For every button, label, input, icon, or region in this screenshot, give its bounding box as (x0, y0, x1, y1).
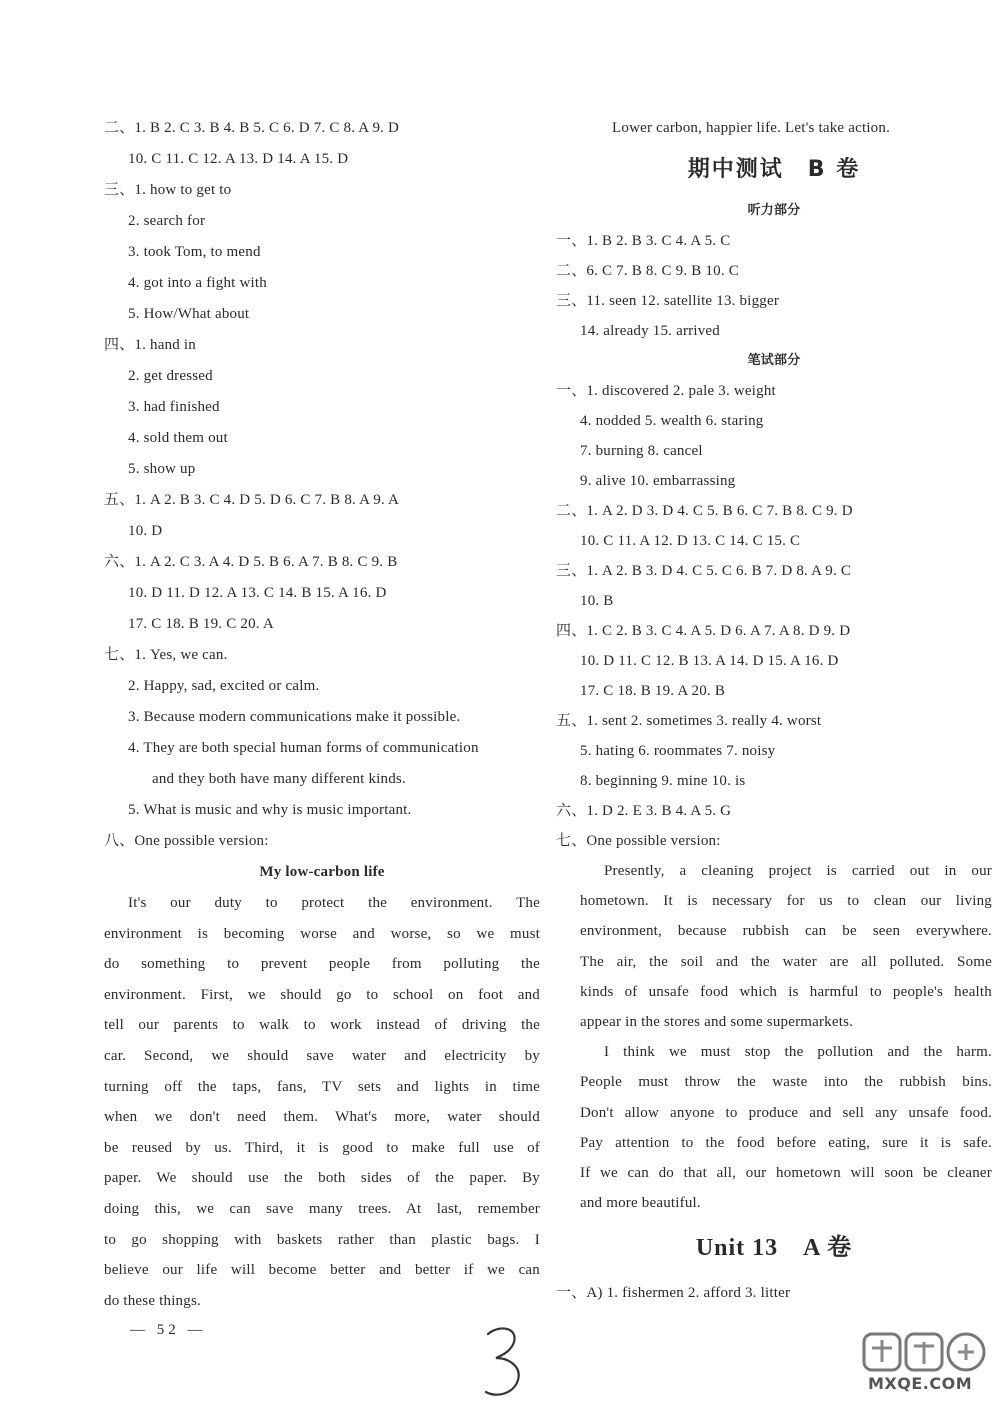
answer-line: 五、1. sent 2. sometimes 3. really 4. worst (556, 713, 822, 729)
page-number: — 52 — (130, 1322, 207, 1338)
answer-line: and they both have many different kinds. (152, 771, 406, 787)
watermark-url: MXQE.COM (868, 1374, 973, 1393)
answer-line: 四、1. C 2. B 3. C 4. A 5. D 6. A 7. A 8. D 9. D (556, 623, 851, 639)
answer-line: 一、1. discovered 2. pale 3. weight (556, 383, 776, 399)
answer-line: 7. burning 8. cancel (580, 443, 703, 459)
answer-line: 七、One possible version: (556, 833, 721, 849)
essay-title: My low-carbon life (259, 864, 385, 880)
answer-line: 2. Happy, sad, excited or calm. (128, 678, 320, 694)
answer-line: 三、1. how to get to (104, 182, 232, 198)
answer-line: 四、1. hand in (104, 337, 196, 353)
essay-line: when we don't need them. What's more, water should (104, 1109, 540, 1126)
watermark-logo-icon (862, 1328, 990, 1376)
answer-line: 六、1. A 2. C 3. A 4. D 5. B 6. A 7. B 8. C 9. B (104, 554, 398, 570)
answer-line: 3. Because modern communications make it possible. (128, 709, 461, 725)
essay-line: hometown. It is necessary for us to clean our living (580, 893, 992, 910)
essay-line: environment is becoming worse and worse, so we must (104, 925, 540, 942)
section-b-title: 期中测试 B 卷 (687, 157, 861, 182)
answer-line: 10. D 11. C 12. B 13. A 14. D 15. A 16. D (580, 653, 839, 669)
answer-line: 一、1. B 2. B 3. C 4. A 5. C (556, 233, 731, 249)
answer-line: 三、11. seen 12. satellite 13. bigger (556, 293, 780, 309)
answer-line: 17. C 18. B 19. C 20. A (128, 616, 274, 632)
essay-line: If we can do that all, our hometown will soon be cleaner (580, 1164, 992, 1181)
essay-line: be reused by us. Third, it is good to make full use of (104, 1139, 540, 1156)
essay-line: do something to prevent people from polluting the (104, 956, 540, 973)
answer-line: 3. took Tom, to mend (128, 244, 261, 260)
left-essay (104, 888, 540, 1316)
essay-line: doing this, we can save many trees. At last, remember (104, 1200, 540, 1217)
answer-line: 4. sold them out (128, 430, 228, 446)
essay-line: turning off the taps, fans, TV sets and lights in time (104, 1078, 540, 1095)
answer-line: 10. D (128, 523, 163, 539)
answer-line: 4. They are both special human forms of communication (128, 740, 479, 756)
answer-line: 3. had finished (128, 399, 220, 415)
answer-line: 17. C 18. B 19. A 20. B (580, 683, 726, 699)
answer-line: 三、1. A 2. B 3. D 4. C 5. C 6. B 7. D 8. A 9. C (556, 563, 852, 579)
answer-line: 5. What is music and why is music important. (128, 802, 412, 818)
essay-line: I think we must stop the pollution and the harm. (604, 1044, 992, 1061)
handwritten-mark (478, 1322, 528, 1407)
answer-line: 八、One possible version: (104, 833, 269, 849)
answer-line: 10. C 11. A 12. D 13. C 14. C 15. C (580, 533, 801, 549)
answer-line: 10. C 11. C 12. A 13. D 14. A 15. D (128, 151, 349, 167)
essay-line: The air, the soil and the water are all polluted. Some (580, 953, 992, 970)
essay-line: appear in the stores and some supermarkets. (580, 1013, 854, 1030)
unit13-first-line: 一、A) 1. fishermen 2. afford 3. litter (556, 1285, 791, 1302)
essay-line: People must throw the waste into the rubbish bins. (580, 1074, 992, 1091)
answer-line: 二、1. A 2. D 3. D 4. C 5. B 6. C 7. B 8. C 9. D (556, 503, 853, 519)
answer-line: 4. nodded 5. wealth 6. staring (580, 413, 764, 429)
answer-line: 5. hating 6. roommates 7. noisy (580, 743, 776, 759)
listening-answers (556, 226, 992, 346)
right-essay (556, 856, 992, 1218)
left-answer-lines (104, 113, 540, 857)
listening-label: 听力部分 (747, 203, 801, 218)
watermark (862, 1328, 990, 1408)
answer-line: 5. How/What about (128, 306, 250, 322)
right-top-line: Lower carbon, happier life. Let's take action. (612, 120, 891, 136)
answer-line: 六、1. D 2. E 3. B 4. A 5. G (556, 803, 732, 819)
answer-line: 8. beginning 9. mine 10. is (580, 773, 746, 789)
unit13-title: Unit 13 A 卷 (695, 1235, 853, 1262)
essay-line: and more beautiful. (580, 1195, 701, 1212)
essay-line: to go shopping with baskets rather than plastic bags. I (104, 1231, 540, 1248)
answer-line: 5. show up (128, 461, 196, 477)
answer-line: 4. got into a fight with (128, 275, 267, 291)
essay-line: environment. First, we should go to school on foot and (104, 986, 540, 1003)
written-label: 笔试部分 (747, 353, 801, 368)
essay-line: kinds of unsafe food which is harmful to people's health (580, 983, 992, 1000)
answer-line: 2. search for (128, 213, 206, 229)
written-answers (556, 376, 992, 856)
answer-line: 2. get dressed (128, 368, 213, 384)
essay-line: It's our duty to protect the environment. The (128, 895, 540, 911)
essay-line: believe our life will become better and better if we can (104, 1262, 540, 1279)
answer-line: 二、1. B 2. C 3. B 4. B 5. C 6. D 7. C 8. A 9. D (104, 120, 400, 136)
essay-line: environment, because rubbish can be seen everywhere. (580, 923, 992, 940)
essay-line: tell our parents to walk to work instead of driving the (104, 1017, 540, 1034)
answer-line: 10. B (580, 593, 614, 609)
answer-line: 二、6. C 7. B 8. C 9. B 10. C (556, 263, 739, 279)
answer-line: 五、1. A 2. B 3. C 4. D 5. D 6. C 7. B 8. A 9. A (104, 492, 400, 508)
essay-line: paper. We should use the both sides of the paper. By (104, 1170, 540, 1187)
essay-line: Presently, a cleaning project is carried out in our (604, 863, 992, 879)
answer-line: 9. alive 10. embarrassing (580, 473, 736, 489)
essay-line: Pay attention to the food before eating, sure it is safe. (580, 1134, 992, 1151)
handwritten-three-icon (478, 1322, 528, 1402)
essay-line: do these things. (104, 1292, 201, 1309)
essay-line: Don't allow anyone to produce and sell any unsafe food. (580, 1104, 992, 1121)
answer-line: 14. already 15. arrived (580, 323, 720, 339)
answer-line: 七、1. Yes, we can. (104, 647, 228, 663)
essay-line: car. Second, we should save water and electricity by (104, 1047, 540, 1064)
right-column (556, 113, 992, 1308)
answer-line: 10. D 11. D 12. A 13. C 14. B 15. A 16. D (128, 585, 387, 601)
left-column (104, 113, 540, 1316)
